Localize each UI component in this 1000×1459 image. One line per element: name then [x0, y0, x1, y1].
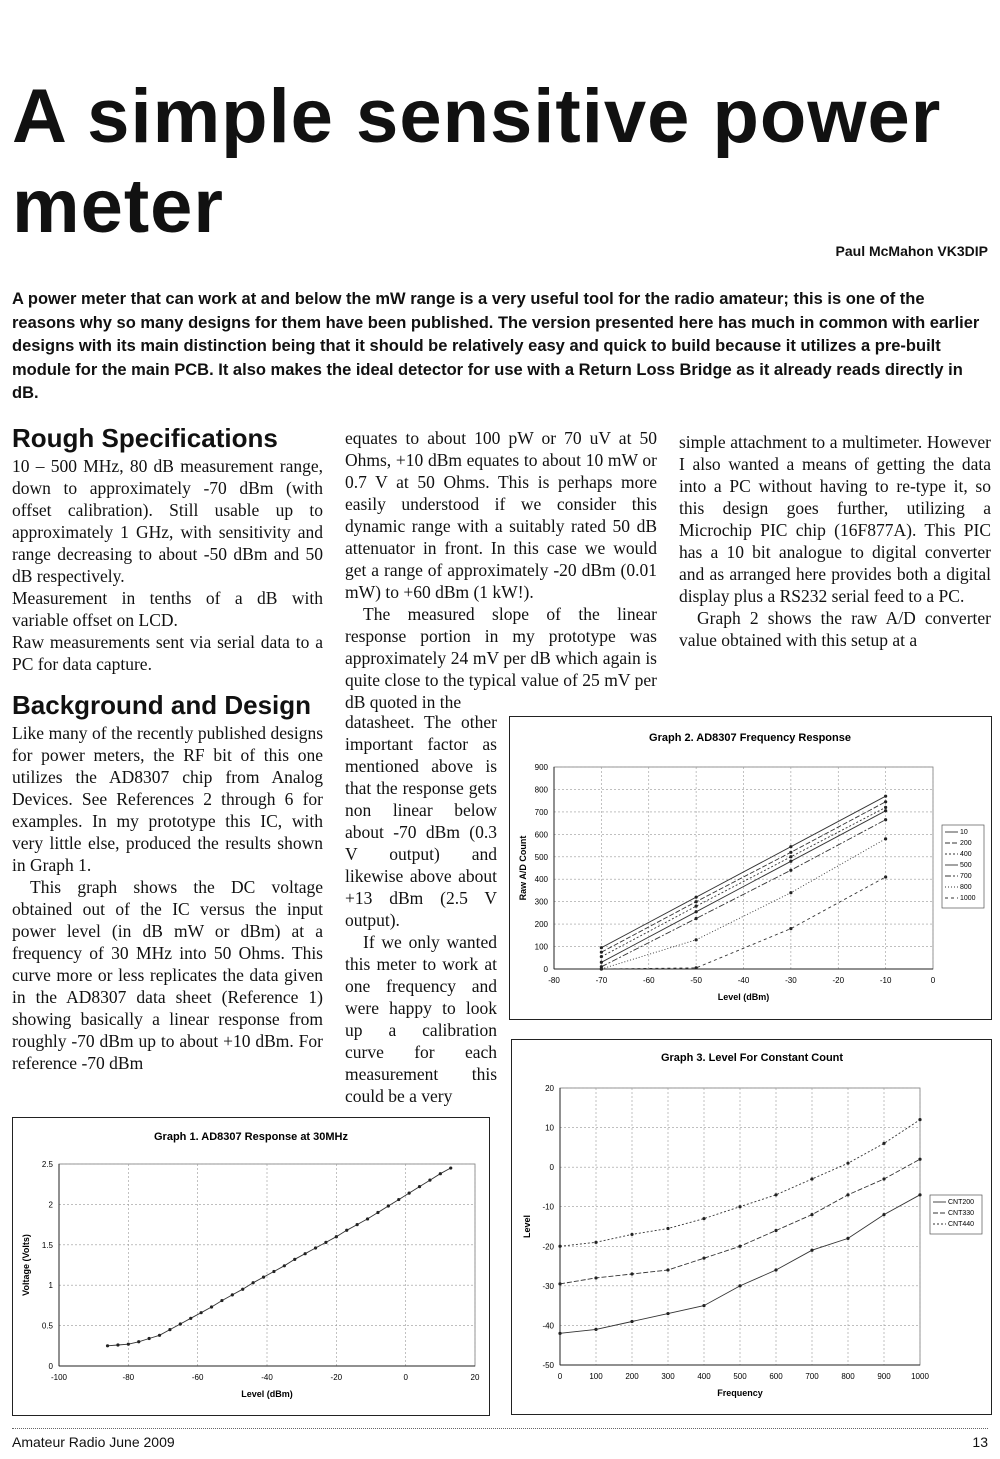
data-point-10 [884, 795, 887, 798]
x-tick-label: -20 [330, 1373, 343, 1382]
y-tick-label: 0.5 [41, 1321, 53, 1331]
data-point-30MHz [356, 1223, 359, 1226]
y-tick-label: 0 [543, 965, 548, 974]
data-point-10 [600, 946, 603, 949]
data-point-30MHz [189, 1317, 192, 1320]
legend-entry: 700 [960, 873, 972, 880]
data-point-CNT330 [702, 1257, 705, 1260]
x-tick-label: -40 [261, 1373, 273, 1382]
y-tick-label: -30 [542, 1281, 554, 1291]
data-point-CNT330 [558, 1282, 561, 1285]
footer-divider [12, 1428, 988, 1429]
data-point-30MHz [335, 1235, 338, 1238]
intro-paragraph: A power meter that can work at and below the mW range is a very useful tool for the radio amateur; this is one of the reasons why so many designs for them have been published. The version presented here has much in common with earlier designs with its main distinction being that it should be relatively easy and quick to build because it utilizes a pre-built module for the main PCB. It also makes the ideal detector for use with a Return Loss Bridge as it already reads directly in dB. [12, 290, 980, 402]
data-point-30MHz [200, 1311, 203, 1314]
data-point-700 [789, 869, 792, 872]
data-point-CNT200 [630, 1320, 633, 1323]
data-point-CNT440 [558, 1245, 561, 1248]
x-axis-label: Frequency [717, 1388, 763, 1398]
data-point-30MHz [272, 1270, 275, 1273]
data-point-CNT200 [774, 1268, 777, 1271]
col2-paragraph-1: equates to about 100 pW or 70 uV at 50 Ohms, +10 dBm equates to about 10 mW or 0.7 V at 50 Ohms. This is perhaps more easily understood if we consider this dynamic range with a suitably rated 50 dB attenuator in front. In this case we would get a range of approximately -20 dBm (0.01 mW) to +60 dBm (1 kW!). [345, 428, 657, 602]
data-point-30MHz [428, 1179, 431, 1182]
x-tick-label: -20 [832, 976, 845, 985]
data-point-CNT440 [810, 1177, 813, 1180]
chart-title: Graph 1. AD8307 Response at 30MHz [154, 1131, 348, 1143]
data-point-30MHz [137, 1340, 140, 1343]
legend-entry: 400 [960, 851, 972, 858]
data-point-CNT200 [738, 1284, 741, 1287]
data-point-CNT440 [846, 1162, 849, 1165]
data-point-CNT330 [594, 1276, 597, 1279]
data-point-10 [695, 896, 698, 899]
x-tick-label: 0 [557, 1372, 563, 1381]
x-tick-label: -50 [690, 976, 702, 985]
graph-3-box [511, 1039, 992, 1415]
data-point-1000 [789, 927, 792, 930]
chart-title: Graph 3. Level For Constant Count [660, 1052, 844, 1064]
data-point-400 [884, 806, 887, 809]
graph-2-box [509, 716, 992, 1020]
legend-entry: CNT200 [948, 1199, 975, 1206]
data-point-500 [884, 809, 887, 812]
data-point-30MHz [148, 1337, 151, 1340]
data-point-30MHz [179, 1322, 182, 1325]
data-point-200 [789, 851, 792, 854]
data-point-30MHz [116, 1343, 119, 1346]
data-point-30MHz [241, 1288, 244, 1291]
data-point-CNT200 [702, 1304, 705, 1307]
data-point-10 [789, 845, 792, 848]
y-tick-label: 0 [48, 1362, 53, 1371]
data-point-30MHz [210, 1305, 213, 1308]
y-tick-label: 200 [534, 920, 548, 930]
data-point-CNT330 [774, 1229, 777, 1232]
x-tick-label: 200 [625, 1372, 639, 1381]
data-point-30MHz [408, 1191, 411, 1194]
x-tick-label: 20 [470, 1373, 480, 1382]
x-tick-label: 500 [733, 1372, 747, 1381]
graph-1-chart [13, 1118, 489, 1415]
y-tick-label: 700 [534, 807, 548, 817]
x-tick-label: 300 [661, 1372, 675, 1381]
article-title: A simple sensitive power meter [12, 74, 942, 249]
footer-publication: Amateur Radio June 2009 [12, 1434, 175, 1450]
graph-2-chart [510, 717, 991, 1019]
data-point-500 [695, 910, 698, 913]
data-point-800 [884, 837, 887, 840]
x-tick-label: 100 [589, 1372, 603, 1381]
y-tick-label: 400 [534, 875, 548, 885]
x-tick-label: -40 [737, 976, 750, 985]
data-point-CNT440 [882, 1142, 885, 1145]
y-tick-label: 2 [48, 1200, 53, 1210]
x-tick-label: -70 [595, 976, 608, 985]
y-tick-label: 600 [534, 830, 548, 840]
data-point-CNT200 [846, 1237, 849, 1240]
column-2-top [345, 427, 657, 713]
y-tick-label: -40 [542, 1321, 554, 1331]
footer-page-number: 13 [972, 1434, 988, 1450]
col3-paragraph-2: Graph 2 shows the raw A/D converter value obtained with this setup at a [679, 608, 991, 650]
y-tick-label: -50 [542, 1361, 554, 1370]
background-paragraph-2: This graph shows the DC voltage obtained out of the IC versus the input power level (in dB mW or dBm) at a frequency of 30 MHz into 50 Ohms. This curve more or less replicates the data given in the AD8307 data sheet (Reference 1) showing basically a linear response from roughly -70 dBm up to about +10 dBm. For reference -70 dBm [12, 877, 323, 1073]
x-tick-label: 800 [841, 1372, 855, 1381]
chart-title: Graph 2. AD8307 Frequency Response [649, 732, 851, 744]
x-tick-label: 700 [805, 1372, 819, 1381]
data-point-30MHz [304, 1252, 307, 1255]
x-tick-label: -30 [785, 976, 797, 985]
y-tick-label: 100 [534, 942, 548, 952]
y-tick-label: 10 [545, 1123, 554, 1133]
col2-paragraph-2: The measured slope of the linear response portion in my prototype was approximately 24 mV per dB which again is quite close to the typical value of 25 mV per dB quoted in the [345, 604, 657, 712]
x-tick-label: 1000 [911, 1372, 929, 1381]
spec-paragraph-3: Raw measurements sent via serial data to a PC for data capture. [12, 632, 323, 674]
y-tick-label: 2.5 [41, 1160, 53, 1169]
y-tick-label: -20 [542, 1242, 554, 1252]
data-point-30MHz [293, 1258, 296, 1261]
data-point-CNT330 [738, 1245, 741, 1248]
data-point-30MHz [220, 1299, 223, 1302]
data-point-CNT330 [918, 1158, 921, 1161]
x-tick-label: 400 [697, 1372, 711, 1381]
data-point-800 [789, 891, 792, 894]
data-point-30MHz [283, 1264, 286, 1267]
data-point-30MHz [397, 1198, 400, 1201]
heading-background-design: Background and Design [12, 690, 312, 720]
col2-paragraph-2b: datasheet. The other important factor as mentioned above is that the response gets non linear below about -70 dBm (0.3 V output) and likewise above about +13 dBm (2.5 V output). [345, 712, 497, 930]
data-point-CNT440 [738, 1205, 741, 1208]
data-point-700 [695, 917, 698, 920]
legend-entry: 1000 [960, 895, 976, 902]
y-tick-label: 900 [534, 763, 548, 772]
data-point-30MHz [314, 1246, 317, 1249]
data-point-30MHz [252, 1281, 255, 1284]
data-point-CNT440 [918, 1118, 921, 1121]
y-axis-label: Raw A/D Count [518, 835, 528, 901]
data-point-CNT440 [702, 1217, 705, 1220]
data-point-CNT200 [810, 1249, 813, 1252]
data-point-CNT440 [594, 1241, 597, 1244]
legend-entry: 800 [960, 884, 972, 891]
data-point-30MHz [158, 1334, 161, 1337]
data-point-30MHz [168, 1328, 171, 1331]
legend-entry: CNT440 [948, 1221, 975, 1228]
data-point-CNT200 [558, 1332, 561, 1335]
legend-entry: 500 [960, 862, 972, 869]
x-tick-label: 0 [930, 976, 936, 985]
data-point-CNT330 [882, 1177, 885, 1180]
data-point-CNT330 [666, 1268, 669, 1271]
data-point-1000 [600, 967, 603, 970]
data-point-30MHz [127, 1343, 130, 1346]
y-tick-label: 1 [48, 1281, 53, 1291]
data-point-CNT440 [666, 1227, 669, 1230]
spec-paragraph-2: Measurement in tenths of a dB with variable offset on LCD. [12, 588, 323, 630]
x-tick-label: 900 [877, 1372, 891, 1381]
legend-entry: 10 [960, 829, 968, 836]
data-point-CNT330 [810, 1213, 813, 1216]
data-point-30MHz [376, 1211, 379, 1214]
legend-entry: CNT330 [948, 1210, 975, 1217]
data-point-1000 [695, 966, 698, 969]
heading-rough-specifications: Rough Specifications [12, 423, 278, 453]
data-point-CNT440 [630, 1233, 633, 1236]
y-tick-label: 1.5 [41, 1240, 53, 1250]
column-2-narrow [345, 711, 497, 1107]
x-axis-label: Level (dBm) [241, 1389, 293, 1399]
background-paragraph-1: Like many of the recently published designs for power meters, the RF bit of this one utilizes the AD8307 chip from Analog Devices. See References 2 through 6 for examples. In my prototype this IC, with very little else, produced the results shown in Graph 1. [12, 723, 323, 875]
data-point-30MHz [449, 1166, 452, 1169]
graph-1-box [12, 1117, 490, 1416]
x-axis-label: Level (dBm) [717, 992, 770, 1002]
y-tick-label: 800 [534, 785, 548, 795]
data-point-30MHz [262, 1276, 265, 1279]
data-point-30MHz [345, 1229, 348, 1232]
spec-paragraph-1: 10 – 500 MHz, 80 dB measurement range, down to approximately -70 dBm (with offset calibration). Still usable up to approximately 1 GHz, with sensitivity and range decreasing to about -50 dBm and 50 dB respectively. [12, 456, 323, 586]
y-tick-label: 20 [545, 1084, 554, 1093]
graph-3-chart [512, 1040, 991, 1414]
x-tick-label: -80 [548, 976, 560, 985]
data-point-400 [695, 905, 698, 908]
data-point-30MHz [387, 1204, 390, 1207]
data-point-30MHz [231, 1293, 234, 1296]
data-point-400 [600, 955, 603, 958]
author-byline: Paul McMahon VK3DIP [835, 243, 988, 259]
y-tick-label: 500 [534, 852, 548, 862]
x-tick-label: -60 [642, 976, 655, 985]
data-point-CNT200 [918, 1193, 921, 1196]
col3-paragraph-1: simple attachment to a multimeter. However I also wanted a means of getting the data into a PC without having to re-type it, so this design goes further, utilizing a Microchip PIC chip (16F877A). This PIC has a 10 bit analogue to digital converter and as arranged here provides both a digital display plus a RS232 serial feed to a PC. [679, 432, 991, 606]
data-point-CNT200 [594, 1328, 597, 1331]
column-3 [679, 431, 991, 651]
x-tick-label: -80 [122, 1373, 135, 1382]
data-point-30MHz [366, 1217, 369, 1220]
data-point-200 [695, 900, 698, 903]
y-axis-label: Voltage (Volts) [21, 1234, 31, 1296]
data-point-30MHz [439, 1172, 442, 1175]
data-point-200 [600, 951, 603, 954]
x-tick-label: -100 [50, 1373, 68, 1382]
data-point-700 [884, 818, 887, 821]
data-point-CNT330 [630, 1272, 633, 1275]
y-tick-label: 300 [534, 897, 548, 907]
col2-paragraph-3: If we only wanted this meter to work at one frequency and were happy to look up a calibration curve for each measurement this could be a very [345, 932, 497, 1106]
data-point-30MHz [106, 1344, 109, 1347]
data-point-CNT440 [774, 1193, 777, 1196]
data-point-30MHz [324, 1241, 327, 1244]
data-point-CNT330 [846, 1193, 849, 1196]
legend-entry: 200 [960, 840, 972, 847]
y-tick-label: -10 [542, 1202, 554, 1212]
x-tick-label: 600 [769, 1372, 783, 1381]
data-point-1000 [884, 875, 887, 878]
data-point-500 [600, 961, 603, 964]
data-point-800 [695, 938, 698, 941]
y-tick-label: 0 [549, 1163, 554, 1173]
data-point-CNT200 [666, 1312, 669, 1315]
column-1 [12, 422, 323, 1074]
data-point-CNT200 [882, 1213, 885, 1216]
x-tick-label: 0 [403, 1373, 408, 1382]
data-point-500 [789, 860, 792, 863]
data-point-30MHz [418, 1185, 421, 1188]
y-axis-label: Level [522, 1214, 532, 1239]
data-point-400 [789, 855, 792, 858]
data-point-200 [884, 800, 887, 803]
x-tick-label: -60 [191, 1373, 204, 1382]
x-tick-label: -10 [879, 976, 892, 985]
